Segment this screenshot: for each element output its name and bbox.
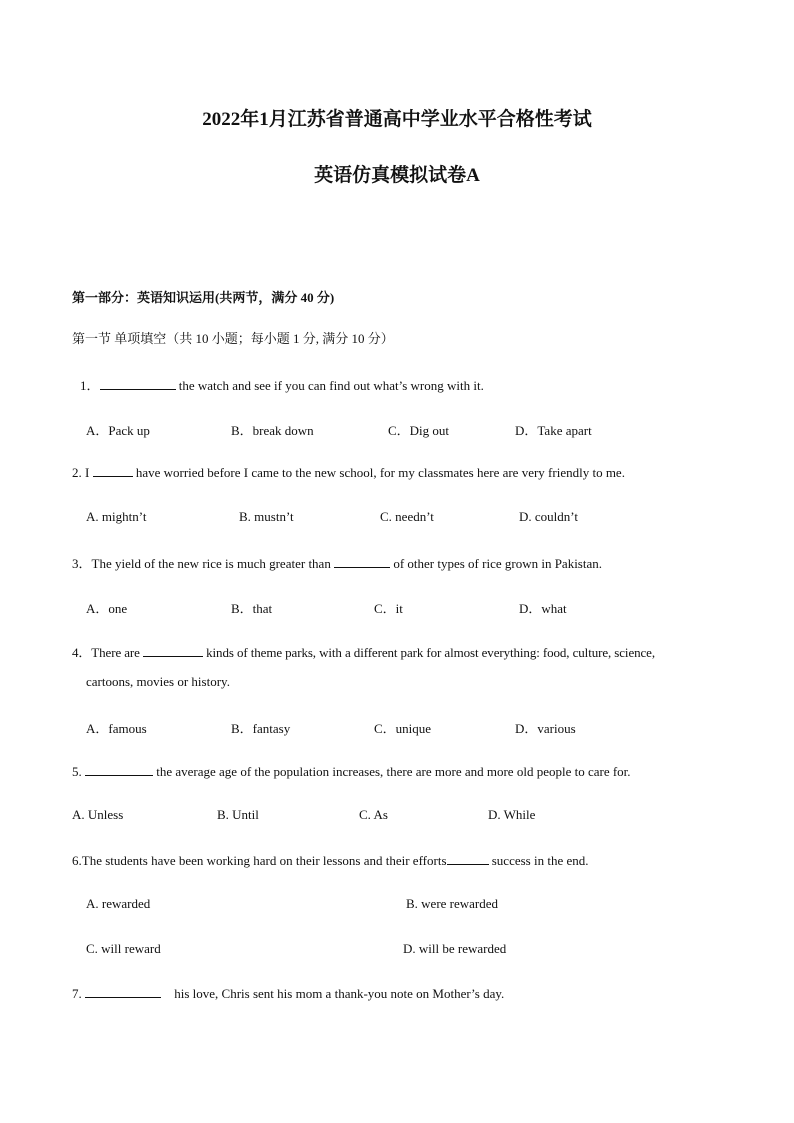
answer-blank (334, 555, 390, 568)
option-2a: A. mightn’t (86, 509, 147, 524)
question-3-text: of other types of rice grown in Pakistan. (390, 556, 603, 571)
answer-blank (85, 763, 153, 776)
question-2-text: have worried before I came to the new school, for my classmates here are very friendly to me. (132, 465, 625, 480)
option-6d: D. will be rewarded (403, 941, 507, 956)
question-6-prefix: 6.The students have been working hard on their lessons and their efforts (72, 853, 447, 868)
option-1d: D．Take apart (515, 423, 592, 438)
question-3 (72, 553, 602, 572)
question-2 (72, 464, 625, 481)
option-2b: B. mustn’t (239, 509, 294, 524)
question-5-text: the average age of the population increases, there are more and more old people to care for. (153, 764, 631, 779)
answer-blank (100, 377, 176, 390)
answer-blank (85, 985, 161, 998)
option-6c: C. will reward (86, 941, 161, 956)
section-heading: 第一节 单项填空（共 10 小题；每小题 1 分, 满分 10 分） (72, 331, 394, 346)
question-7 (72, 985, 504, 1002)
question-7-prefix: 7. (72, 986, 85, 1001)
option-2c: C. needn’t (380, 509, 434, 524)
exam-subtitle: 英语仿真模拟试卷A (314, 165, 480, 186)
option-4c: C．unique (374, 721, 432, 736)
option-4b: B．fantasy (231, 721, 291, 736)
question-4-prefix: 4．There are (72, 645, 143, 660)
option-5d: D. While (488, 807, 536, 822)
option-1c: C．Dig out (388, 423, 450, 438)
option-3d: D．what (519, 601, 567, 616)
option-3a: A．one (86, 601, 128, 616)
question-5-prefix: 5. (72, 764, 85, 779)
question-4-continuation: cartoons, movies or history. (86, 674, 230, 689)
question-4-text: kinds of theme parks, with a different park for almost everything: food, culture, science, (202, 645, 656, 660)
question-1 (80, 375, 484, 394)
question-3-prefix: 3．The yield of the new rice is much greater than (72, 556, 335, 571)
question-1-prefix: 1． (80, 378, 100, 393)
answer-blank (143, 644, 203, 657)
option-3c: C．it (374, 601, 403, 616)
option-4d: D．various (515, 721, 576, 736)
answer-blank (93, 464, 133, 477)
option-5c: C. As (359, 807, 388, 822)
part-heading: 第一部分：英语知识运用(共两节，满分 40 分) (72, 290, 335, 305)
question-5 (72, 763, 631, 780)
question-2-prefix: 2. I (72, 465, 93, 480)
option-3b: B．that (231, 601, 273, 616)
option-5a: A. Unless (72, 807, 124, 822)
question-4 (72, 642, 655, 661)
option-5b: B. Until (217, 807, 259, 822)
question-6-text: success in the end. (488, 853, 589, 868)
option-6b: B. were rewarded (406, 896, 499, 911)
option-4a: A．famous (86, 721, 147, 736)
option-1b: B．break down (231, 423, 314, 438)
question-6 (72, 852, 589, 869)
answer-blank (447, 852, 489, 865)
exam-title: 2022年1月江苏省普通高中学业水平合格性考试 (202, 109, 592, 130)
option-1a: A．Pack up (86, 423, 150, 438)
question-7-text: his love, Chris sent his mom a thank-you note on Mother’s day. (171, 986, 505, 1001)
option-2d: D. couldn’t (519, 509, 578, 524)
question-1-text: the watch and see if you can find out what’s wrong with it. (175, 378, 484, 393)
option-6a: A. rewarded (86, 896, 151, 911)
